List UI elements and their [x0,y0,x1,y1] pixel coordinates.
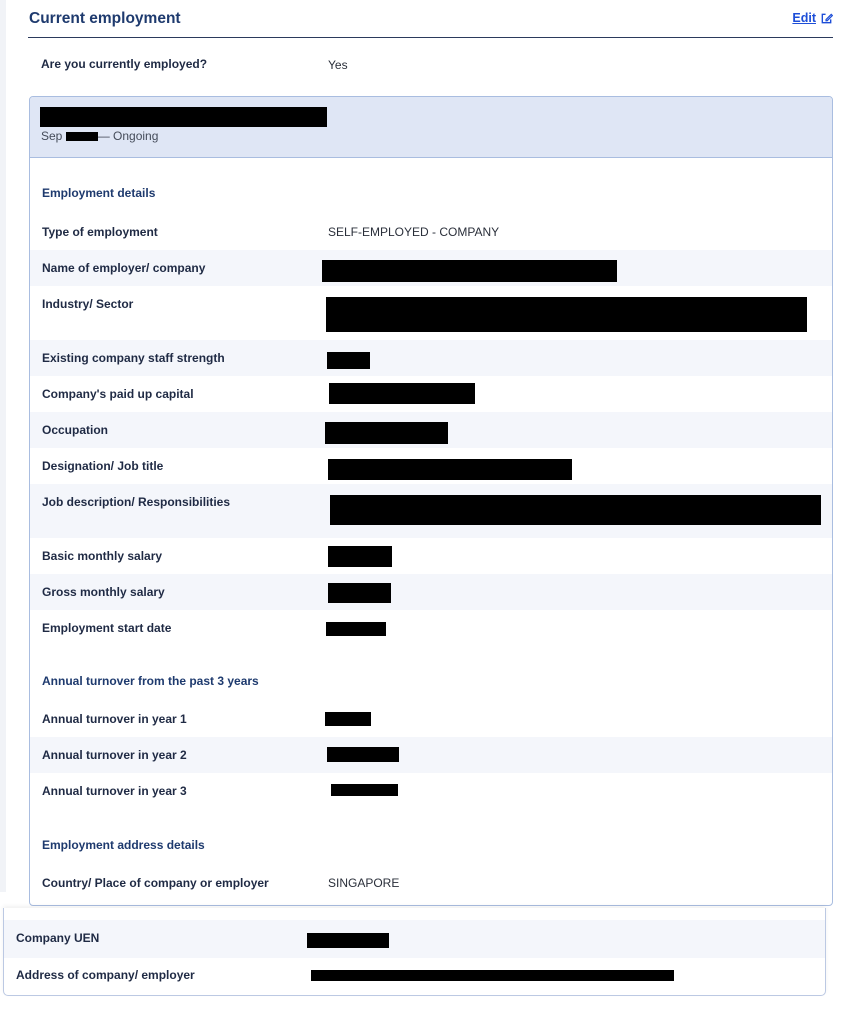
redacted-basic-salary [328,546,392,567]
detail-row-employer [30,250,832,286]
redacted-gross-salary [328,583,391,603]
detail-row-type [30,214,832,250]
job-description-label: Job description/ Responsibilities [42,495,231,509]
detail-row-industry [30,286,832,340]
type-of-employment-label: Type of employment [42,225,158,239]
country-value: SINGAPORE [328,876,400,890]
period-end: — Ongoing [97,129,159,143]
redacted-turnover-year1 [325,712,371,726]
detail-row-capital [30,376,832,412]
gross-salary-label: Gross monthly salary [42,585,165,599]
detail-row-start-date [30,610,832,646]
edit-button[interactable] [792,11,833,25]
redacted-designation [328,459,572,480]
company-uen-label: Company UEN [16,931,100,945]
turnover-row-year1 [30,701,832,737]
redacted-company-address [311,970,674,981]
turnover-title: Annual turnover from the past 3 years [42,674,259,688]
turnover-row-year3 [30,773,832,809]
section-title: Current employment [29,10,181,27]
detail-row-designation [30,448,832,484]
redacted-paid-up-capital [329,383,475,404]
address-row-address [4,958,825,994]
section-header [28,0,833,38]
turnover-year3-label: Annual turnover in year 3 [42,784,187,798]
basic-salary-label: Basic monthly salary [42,549,163,563]
redacted-job-description [330,495,821,525]
paid-up-capital-label: Company's paid up capital [42,387,194,401]
redacted-industry [326,297,807,332]
address-row-uen [4,920,825,958]
employed-label: Are you currently employed? [41,57,208,71]
left-strip [0,0,6,892]
detail-row-job-description [30,484,832,538]
redacted-occupation [325,422,448,444]
edit-external-icon[interactable] [820,12,833,25]
employment-period [41,129,158,143]
period-start-month: Sep [41,129,63,143]
employed-value: Yes [328,58,348,72]
employment-details-title: Employment details [42,186,156,200]
staff-strength-label: Existing company staff strength [42,351,225,365]
redacted-employer-name [322,260,617,282]
employed-row [28,50,833,78]
industry-label: Industry/ Sector [42,297,134,311]
employer-name-label: Name of employer/ company [42,261,206,275]
detail-row-staff [30,340,832,376]
redacted-turnover-year2 [327,747,399,762]
occupation-label: Occupation [42,423,109,437]
start-date-label: Employment start date [42,621,172,635]
turnover-year2-label: Annual turnover in year 2 [42,748,187,762]
edit-label[interactable]: Edit [792,11,816,25]
redacted-company-name [40,107,327,127]
company-address-label: Address of company/ employer [16,968,195,982]
address-details-title: Employment address details [42,838,205,852]
designation-label: Designation/ Job title [42,459,164,473]
type-of-employment-value: SELF-EMPLOYED - COMPANY [328,225,500,239]
turnover-row-year2 [30,737,832,773]
turnover-year1-label: Annual turnover in year 1 [42,712,187,726]
address-card-continued [3,908,826,996]
employment-card-header [30,97,832,158]
detail-row-basic-salary [30,538,832,574]
detail-row-occupation [30,412,832,448]
redacted-company-uen [307,933,389,948]
country-label: Country/ Place of company or employer [42,876,269,890]
employment-card [29,96,833,906]
redacted-turnover-year3 [331,784,398,796]
redacted-staff-strength [327,352,370,369]
redacted-start-date [326,622,386,636]
address-row-country [30,865,832,901]
detail-row-gross-salary [30,574,832,610]
redacted-year [66,132,98,141]
